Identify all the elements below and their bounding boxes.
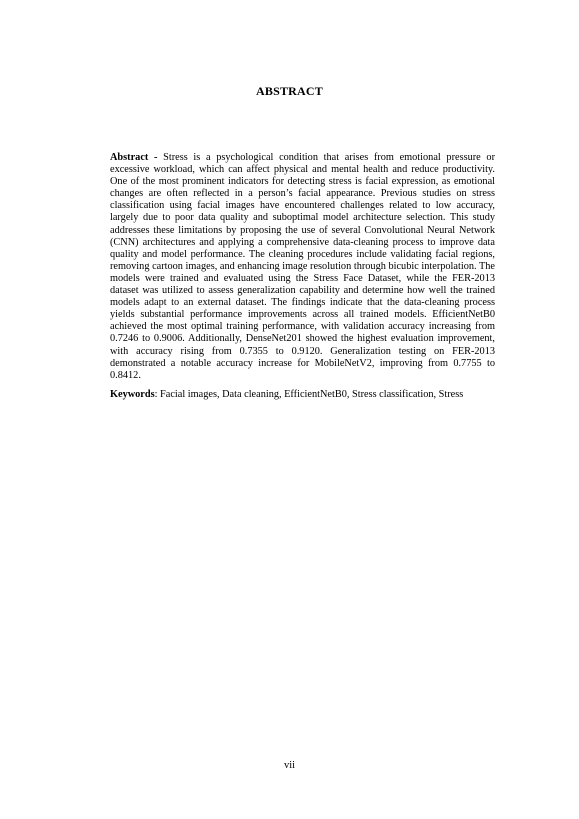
abstract-paragraph: [110, 152, 495, 382]
keywords-text: : Facial images, Data cleaning, EfficientNetB0, Stress classification, Stress: [154, 388, 464, 400]
abstract-text: Stress is a psychological condition that arises from emotional pressure or excessive workload, which can affect physical and mental health and reduce productivity. One of the most prominent indicators for detecting stress is facial expression, as emotional changes are often reflected in a person’s facial appearance. Previous studies on stress classification using facial images have encountered challenges related to low accuracy, largely due to poor data quality and suboptimal model architecture selection. This study addresses these limitations by proposing the use of several Convolutional Neural Network (CNN) architectures and applying a comprehensive data-cleaning process to improve data quality and model performance. The cleaning procedures include validating facial regions, removing cartoon images, and enhancing image resolution through bicubic interpolation. The models were trained and evaluated using the Stress Face Dataset, while the FER-2013 dataset was utilized to assess generalization capability and determine how well the trained models adapt to an external dataset. The findings indicate that the data-cleaning process yields substantial performance improvements across all trained models. EfficientNetB0 achieved the most optimal training performance, with validation accuracy increasing from 0.7246 to 0.9006. Additionally, DenseNet201 showed the highest evaluation improvement, with accuracy rising from 0.7355 to 0.9120. Generalization testing on FER-2013 demonstrated a notable accuracy increase for MobileNetV2, improving from 0.7755 to 0.8412.: [110, 152, 495, 381]
abstract-label: Abstract -: [110, 152, 158, 163]
page-number: vii: [283, 760, 296, 771]
abstract-section: [110, 152, 495, 401]
page-title: ABSTRACT: [256, 84, 323, 98]
keywords-label: Keywords: [110, 388, 155, 400]
keywords-paragraph: [110, 389, 495, 401]
